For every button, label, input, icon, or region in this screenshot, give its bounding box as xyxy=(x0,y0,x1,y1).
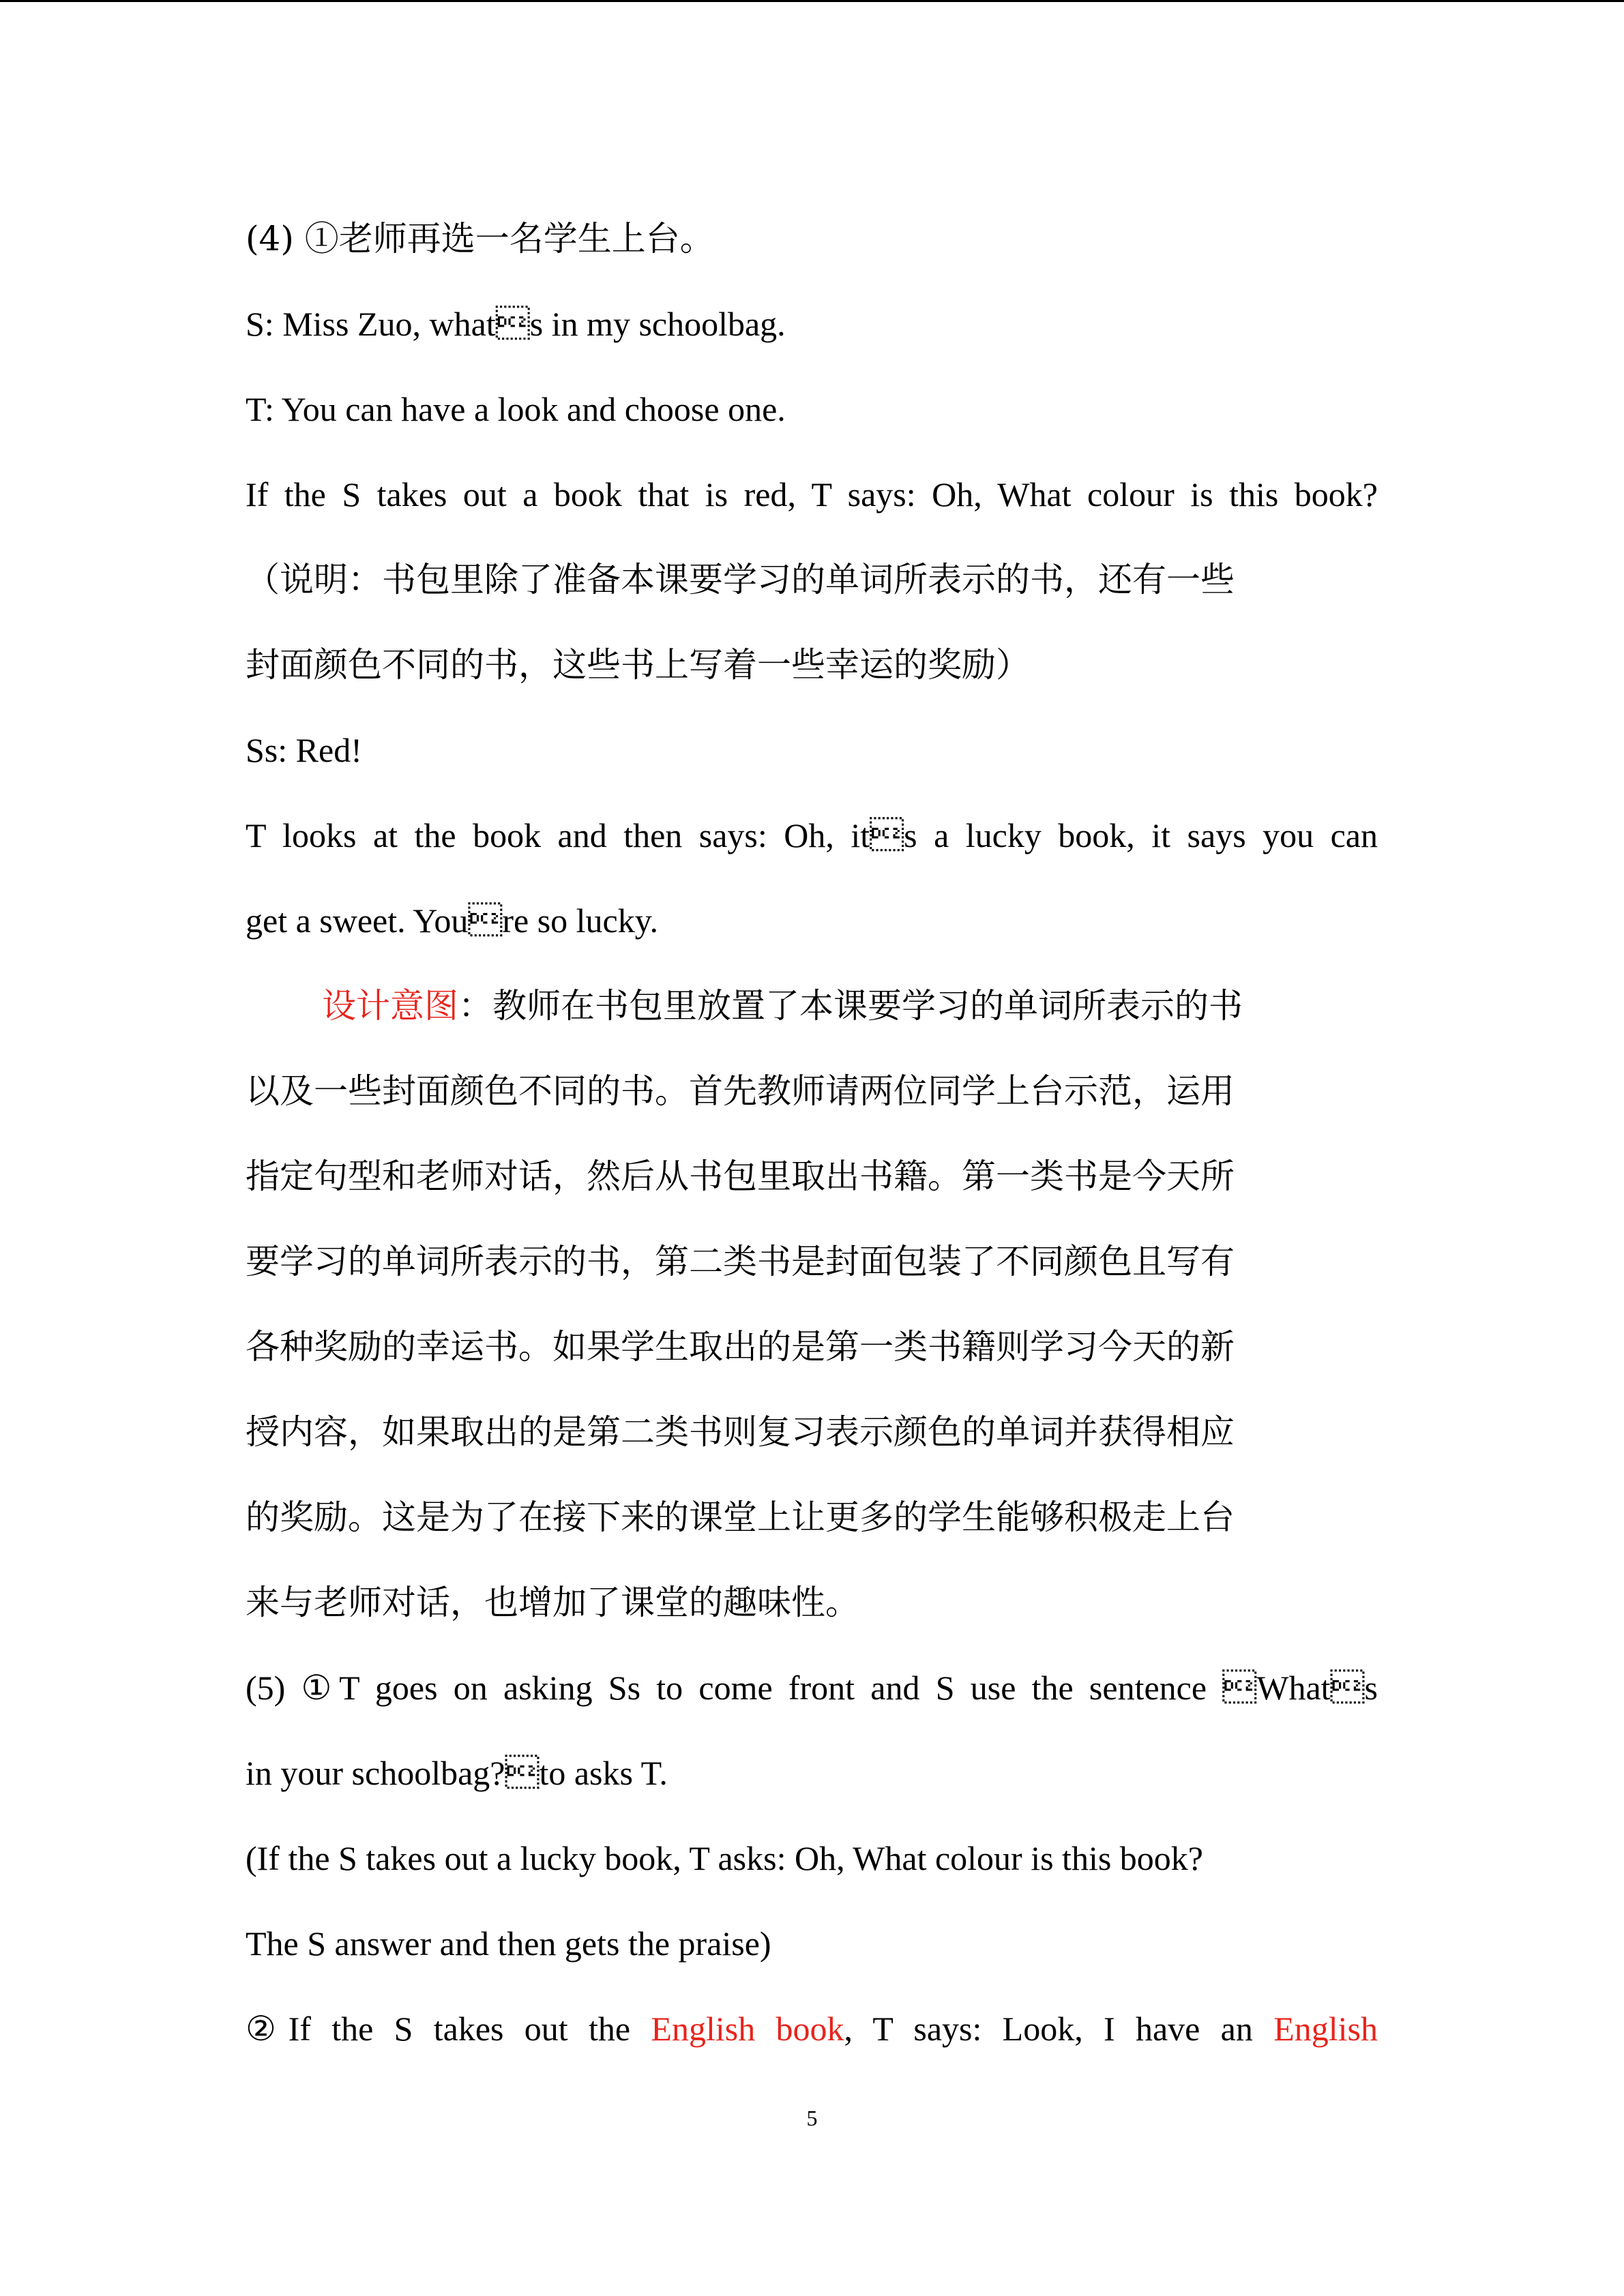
design-intent-line-8: 来与老师对话，也增加了课堂的趣味性。 xyxy=(246,1583,859,1622)
dialogue-line-teacher: T: You can have a look and choose one. xyxy=(246,390,786,428)
step-5-line-4: The S answer and then gets the praise) xyxy=(246,1924,771,1963)
design-intent-text: ：教师在书包里放置了本课要学习的单词所表示的书 xyxy=(458,986,1243,1026)
note-line-1: （说明：书包里除了准备本课要学习的单词所表示的书，还有一些 xyxy=(246,560,1235,599)
instruction-line: If the S takes out a book that is red, T says: Oh, What colour is this book? xyxy=(246,475,1378,513)
step-5-line-5 xyxy=(246,2007,1378,2051)
english-highlight: English xyxy=(1273,2010,1378,2048)
note-line-2: 封面颜色不同的书，这些书上写着一些幸运的奖励） xyxy=(246,645,1030,685)
design-intent-label: 设计意图 xyxy=(322,986,458,1026)
teacher-response-line-1: T looks at the book and then says: Oh, its a lucky book, it says you can xyxy=(246,816,1378,854)
step-5-line-2: in your schoolbag?to asks T. xyxy=(246,1754,668,1792)
step-5-line-3: (If the S takes out a lucky book, T asks: Oh, What colour is this book? xyxy=(246,1839,1203,1877)
english-book-highlight: English book xyxy=(651,2010,844,2048)
dialogue-line-student: S: Miss Zuo, whats in my schoolbag. xyxy=(246,305,786,343)
design-intent-line-5: 各种奖励的幸运书。如果学生取出的是第一类书籍则学习今天的新 xyxy=(246,1327,1235,1367)
page-number: 5 xyxy=(806,2106,818,2130)
design-intent-line-4: 要学习的单词所表示的书，第二类书是封面包装了不同颜色且写有 xyxy=(246,1242,1235,1281)
design-intent-line-6: 授内容，如果取出的是第二类书则复习表示颜色的单词并获得相应 xyxy=(246,1412,1235,1452)
design-intent-line-1 xyxy=(322,984,1378,1028)
teacher-response-line-2: get a sweet. Youre so lucky. xyxy=(246,901,659,940)
design-intent-line-3: 指定句型和老师对话，然后从书包里取出书籍。第一类书是今天所 xyxy=(246,1157,1235,1196)
design-intent-line-2: 以及一些封面颜色不同的书。首先教师请两位同学上台示范，运用 xyxy=(246,1071,1235,1111)
step-4-heading: (4) ①老师再选一名学生上台。 xyxy=(246,219,714,258)
design-intent-line-7: 的奖励。这是为了在接下来的课堂上让更多的学生能够积极走上台 xyxy=(246,1497,1235,1537)
step-5-line-5-part-a: ②If the S takes out the xyxy=(246,2010,651,2048)
dialogue-line-students: Ss: Red! xyxy=(246,731,362,769)
step-5-line-1: (5) ①T goes on asking Ss to come front and S use the sentence Whats xyxy=(246,1669,1378,1707)
step-5-line-5-part-c: , T says: Look, I have an xyxy=(844,2010,1274,2048)
